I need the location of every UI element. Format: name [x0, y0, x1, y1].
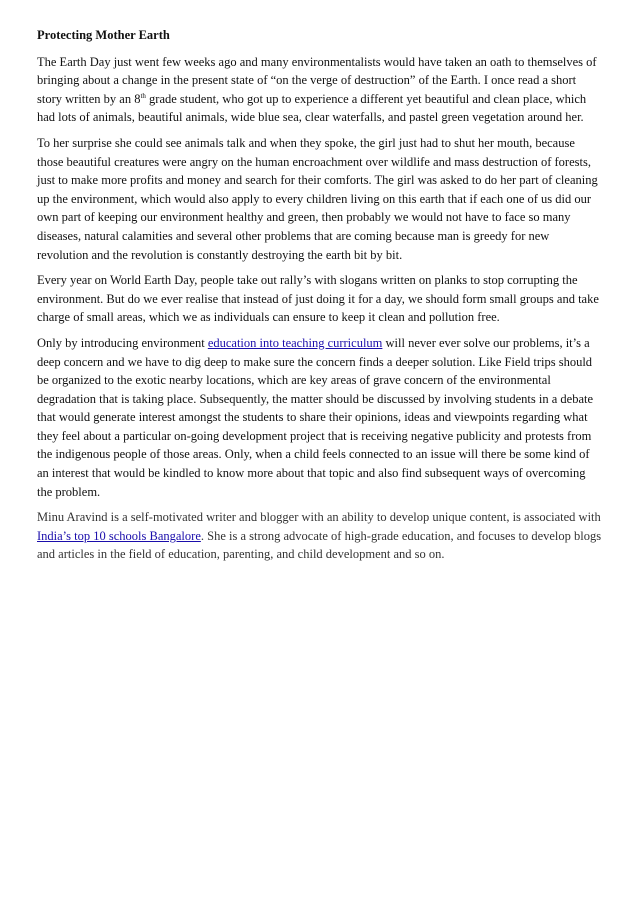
- paragraph-education-text: Only by introducing environment: [37, 335, 208, 350]
- paragraph-intro-text: The Earth Day just went few weeks ago and many environmentalists would have taken an oath to themselves of bringing about a change in the present state of “on the verge of destruction” of the Earth. I once read a short story written by an 8: [37, 54, 597, 106]
- top-schools-link[interactable]: India’s top 10 schools Bangalore: [37, 528, 201, 543]
- article-title: Protecting Mother Earth: [37, 28, 170, 42]
- paragraph-earth-day: Every year on World Earth Day, people take out rally’s with slogans written on planks to stop corrupting the environment. But do we ever realise that instead of just doing it for a day, we should form small groups and take charge of small areas, which we as individuals can ensure to keep it clean and pollution free.: [37, 273, 599, 325]
- paragraph-intro: [37, 53, 603, 127]
- paragraph-intro-text-cont: grade student, who got up to experience a different yet beautiful and clean place, which had lots of animals, beautiful animals, wide blue sea, clear waterfalls, and pastel green vegetation around her.: [37, 91, 587, 125]
- author-bio: [37, 508, 603, 564]
- author-bio-text: Minu Aravind is a self-motivated writer and blogger with an ability to develop unique content, is associated with: [37, 510, 601, 525]
- paragraph-story: To her surprise she could see animals talk and when they spoke, the girl just had to shut her mouth, because those beautiful creatures were angry on the human encroachment over wildlife and mass destruction of forests, just to make more profits and money and search for their comforts. The girl was asked to do her part of cleaning up the environment, which would also apply to every children living on this earth that if each one of us did our own part of keeping our environment healthy and green, then probably we would not have to face so many diseases, natural calamities and several other problems that are coming because man is greedy for new revolution and the revolution is constantly destroying the earth bit by bit.: [37, 135, 598, 262]
- education-curriculum-link[interactable]: education into teaching curriculum: [207, 335, 383, 350]
- ordinal-suffix: th: [140, 91, 146, 100]
- paragraph-education-text-cont: will never ever solve our problems, it’s a deep concern and we have to dig deep to make sure the concern finds a deeper solution. Like Field trips should be organized to the exotic nearby locations, which are key areas of grave concern of the environmental degradation that is taking place. Subsequently, the matter should be discussed by involving students in a debate that would generate interest amongst the students to share their opinions, ideas and viewpoints regarding what they feel about a particular on-going development project that is receiving negative publicity and protests from the indigenous people of those areas. Only, when a child feels connected to an issue will there be some kind of an interest that would be kindled to know more about that topic and also find subsequent ways of overcoming the problem.: [37, 335, 594, 499]
- author-bio-text-cont: . She is a strong advocate of high-grade education, and focuses to develop blogs and articles in the field of education, parenting, and child development and so on.: [37, 528, 602, 562]
- document-page: [37, 26, 603, 571]
- paragraph-education: [37, 334, 603, 501]
